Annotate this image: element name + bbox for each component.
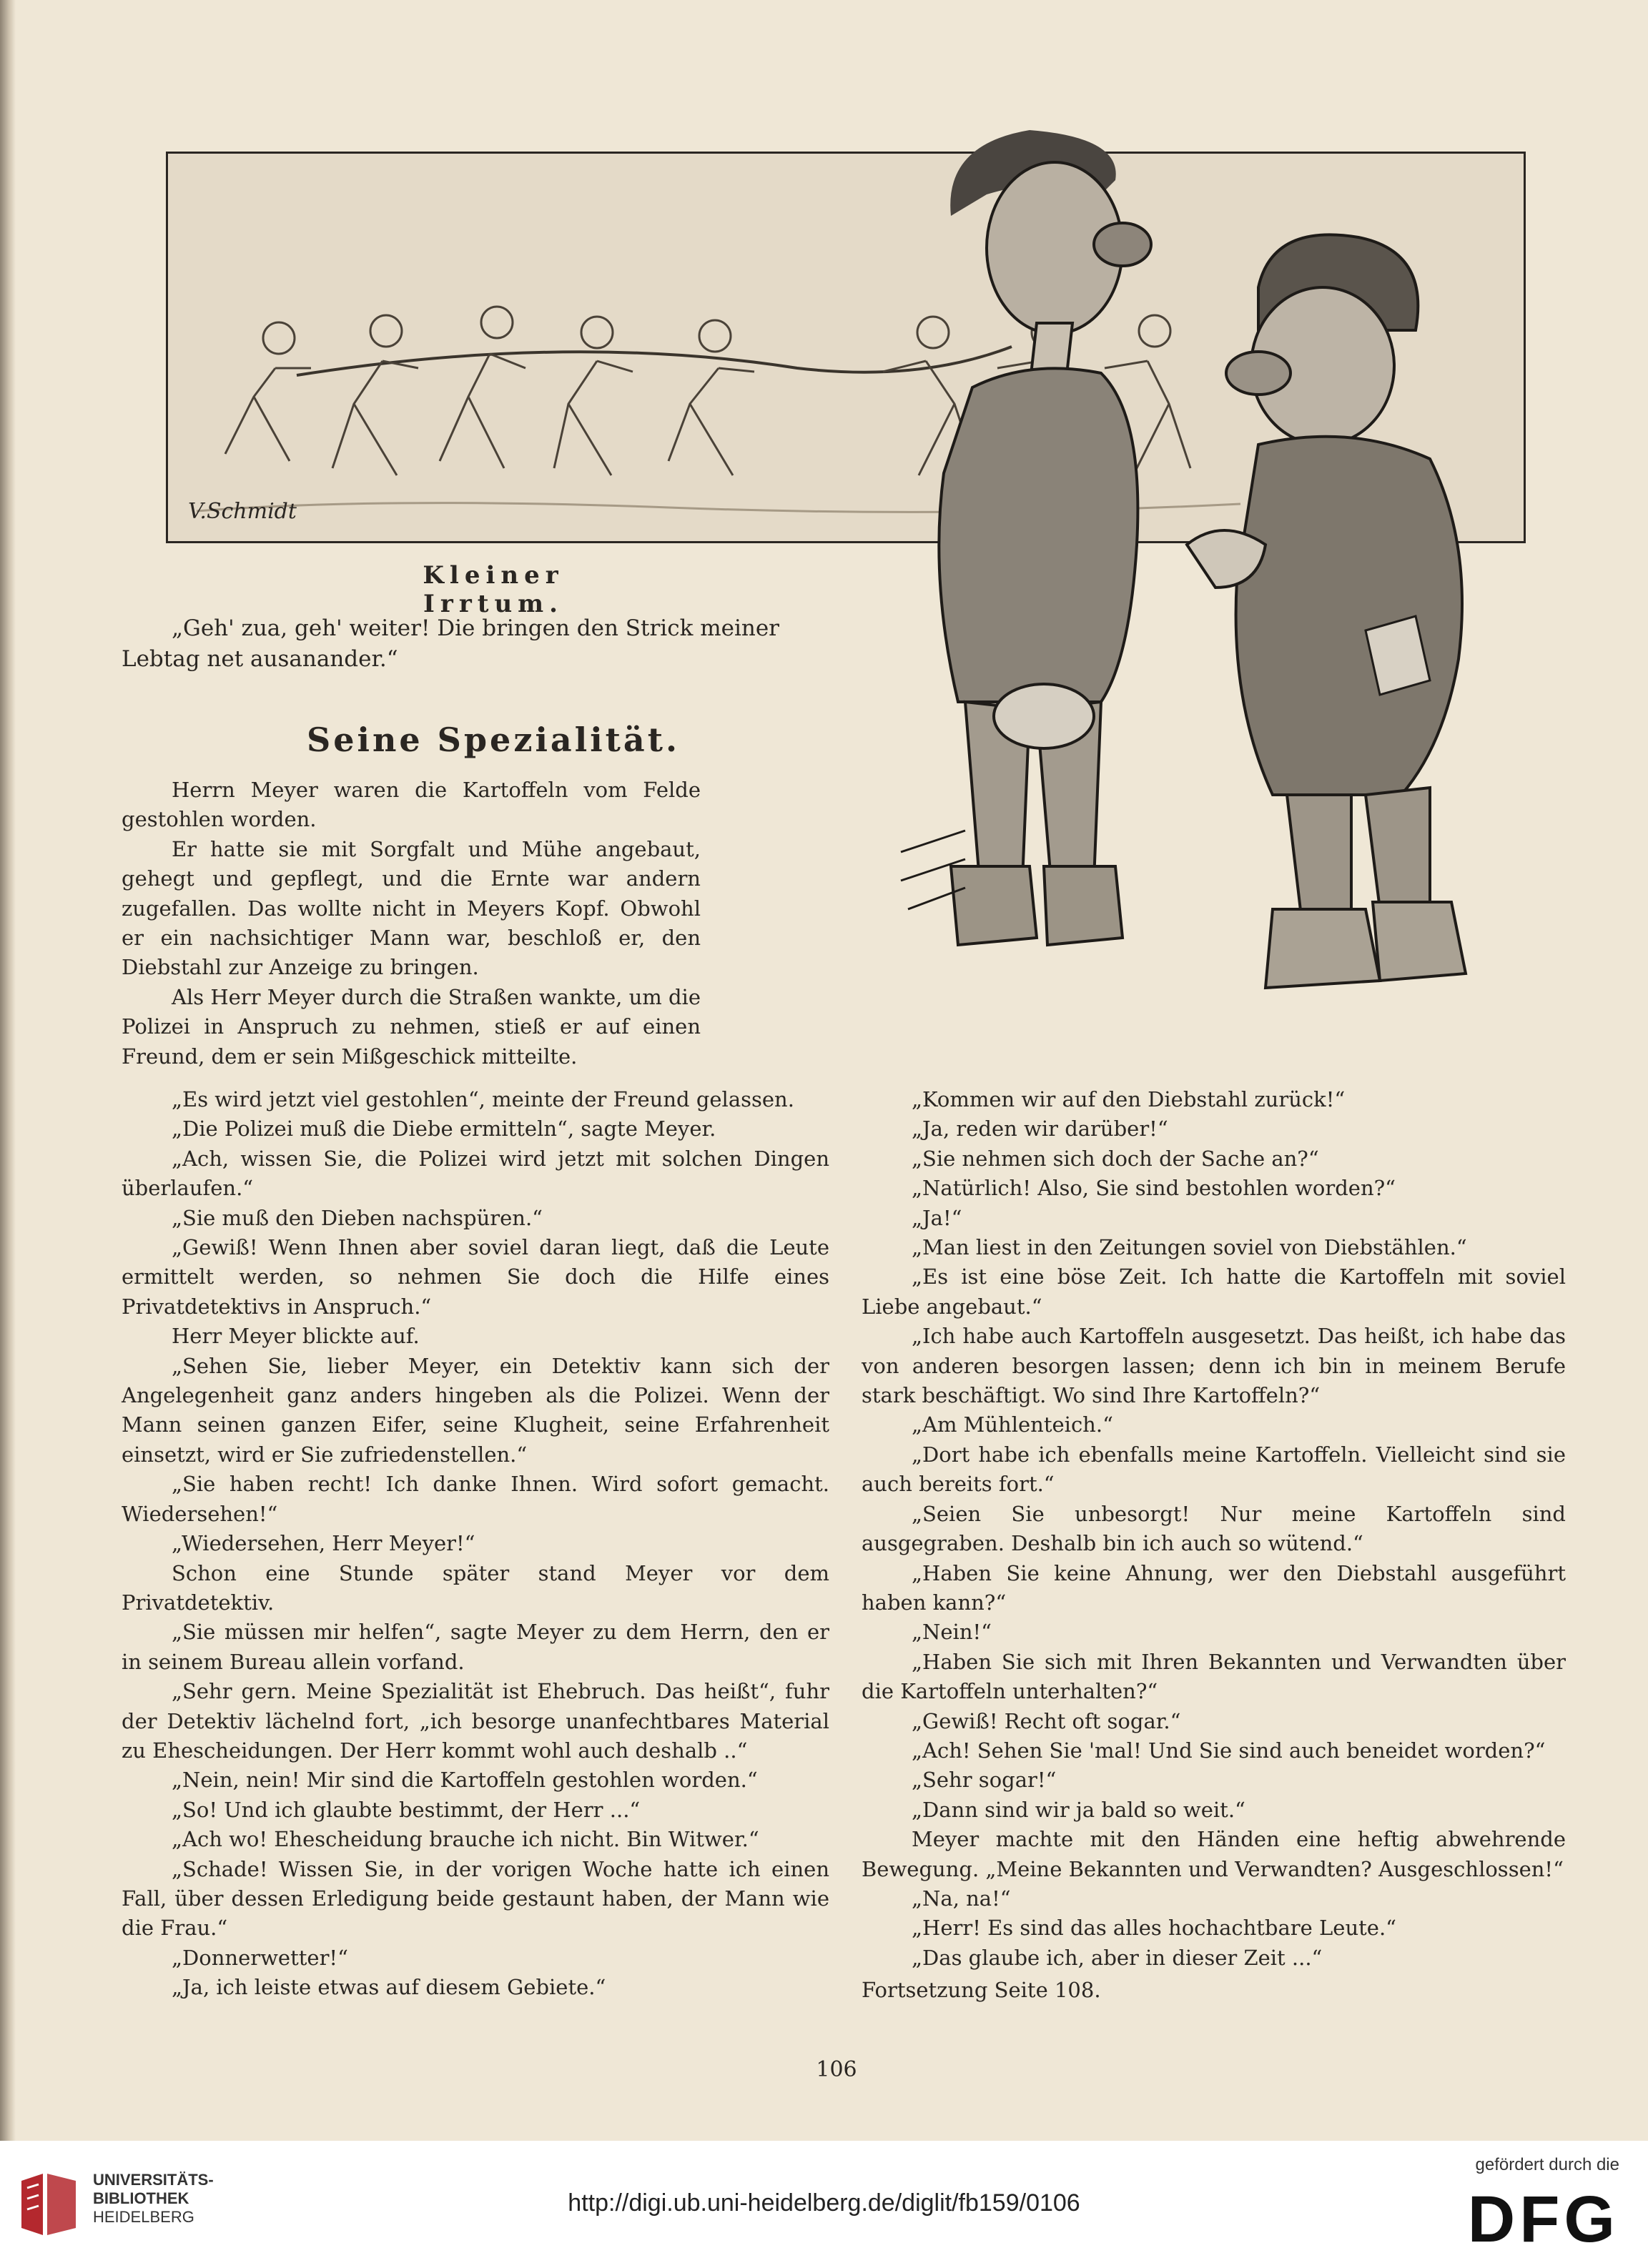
paragraph: „Haben Sie sich mit Ihren Bekannten und Verwandten über die Kartoffeln unterhalten?“	[862, 1649, 1566, 1704]
paragraph: „Nein, nein! Mir sind die Kartoffeln gestohlen worden.“	[172, 1768, 758, 1793]
two-men-cartoon	[887, 116, 1551, 1016]
paragraph: „Die Polizei muß die Diebe ermitteln“, sagte Meyer.	[172, 1116, 716, 1142]
paragraph: „Gewiß! Recht oft sogar.“	[912, 1708, 1181, 1733]
library-line: BIBLIOTHEK	[93, 2189, 189, 2207]
paragraph: Schon eine Stunde später stand Meyer vor dem Privatdetektiv.	[122, 1560, 829, 1615]
paragraph: „Haben Sie keine Ahnung, wer den Diebstahl ausgeführt haben kann?“	[862, 1560, 1566, 1615]
paragraph: „Es wird jetzt viel gestohlen“, meinte der Freund gelassen.	[172, 1087, 794, 1111]
digitization-footer	[0, 2141, 1648, 2268]
tall-man-figure	[939, 130, 1151, 945]
paragraph: „Ach! Sehen Sie 'mal! Und Sie sind auch beneidet worden?“	[912, 1738, 1546, 1763]
paragraph: „Man liest in den Zeitungen soviel von Diebstählen.“	[912, 1235, 1467, 1260]
paragraph: „Nein!“	[912, 1620, 992, 1645]
paragraph: „Sehen Sie, lieber Meyer, ein Detektiv kann sich der Angelegenheit ganz anders hingeben als die Polizei. Wenn der Mann seinen ganzen Eifer, seine Klugheit, seine Erfahrenheit einsetzt, wird er Sie zufriedenstellen.“	[122, 1353, 829, 1467]
article-title: Seine Spezialität.	[306, 720, 680, 759]
paragraph: „So! Und ich glaubte bestimmt, der Herr ...“	[172, 1797, 641, 1822]
library-line: UNIVERSITÄTS-	[93, 2171, 214, 2189]
paragraph: „Ja!“	[912, 1205, 962, 1230]
article-left-column	[122, 1085, 829, 2003]
paragraph: „Donnerwetter!“	[172, 1945, 348, 1970]
paragraph: Herr Meyer blickte auf.	[172, 1324, 420, 1349]
paragraph: „Dort habe ich ebenfalls meine Kartoffeln. Vielleicht sind sie auch bereits fort.“	[862, 1442, 1566, 1497]
source-url-link[interactable]: http://digi.ub.uni-heidelberg.de/diglit/fb159/0106	[568, 2189, 1080, 2217]
paragraph: „Am Mühlenteich.“	[912, 1412, 1113, 1437]
continuation-note: Fortsetzung Seite 108.	[862, 1978, 1101, 2003]
paragraph: „Ja, reden wir darüber!“	[912, 1116, 1168, 1142]
paragraph: „Das glaube ich, aber in dieser Zeit ...“	[912, 1945, 1323, 1970]
paragraph: „Gewiß! Wenn Ihnen aber soviel daran liegt, daß die Leute ermittelt werden, so nehmen Sie doch die Hilfe eines Privatdetektivs in Anspruch.“	[122, 1235, 829, 1319]
paragraph: „Sehr gern. Meine Spezialität ist Ehebruch. Das heißt“, fuhr der Detektiv lächelnd fort, „ich besorge unanfechtbares Material zu Ehescheidungen. Der Herr kommt wohl auch deshalb ..“	[122, 1679, 829, 1763]
short-man-figure	[1187, 234, 1466, 988]
page-number: 106	[816, 2057, 857, 2082]
paragraph: „Seien Sie unbesorgt! Nur meine Kartoffeln sind ausgegraben. Deshalb bin ich auch so wütend.“	[862, 1501, 1566, 1556]
library-line: HEIDELBERG	[93, 2208, 194, 2226]
paragraph: „Ja, ich leiste etwas auf diesem Gebiete.“	[172, 1975, 606, 2000]
paragraph: „Sehr sogar!“	[912, 1768, 1057, 1793]
paragraph: „Na, na!“	[912, 1886, 1011, 1911]
paragraph: „Ach, wissen Sie, die Polizei wird jetzt mit solchen Dingen überlaufen.“	[122, 1146, 829, 1201]
paragraph: „Dann sind wir ja bald so weit.“	[912, 1797, 1245, 1822]
paragraph: „Kommen wir auf den Diebstahl zurück!“	[912, 1087, 1346, 1111]
paragraph: „Sie haben recht! Ich danke Ihnen. Wird sofort gemacht. Wiedersehen!“	[122, 1472, 829, 1526]
paragraph: Als Herr Meyer durch die Straßen wankte, um die Polizei in Anspruch zu nehmen, stieß er auf einen Freund, dem er sein Mißgeschick mitteilte.	[122, 984, 701, 1069]
paragraph: „Herr! Es sind das alles hochachtbare Leute.“	[912, 1916, 1396, 1941]
paragraph: „Sie muß den Dieben nachspüren.“	[172, 1205, 543, 1230]
dfg-logo: DFG	[1467, 2183, 1619, 2256]
paragraph: „Sie müssen mir helfen“, sagte Meyer zu dem Herrn, den er in seinem Bureau allein vorfand.	[122, 1620, 829, 1674]
paragraph: „Schade! Wissen Sie, in der vorigen Woche hatte ich einen Fall, über dessen Erledigung beide gestaunt haben, der Mann wie die Frau.“	[122, 1856, 829, 1941]
article-right-column	[862, 1085, 1566, 2006]
paragraph: „Ich habe auch Kartoffeln ausgesetzt. Das heißt, ich habe das von anderen besorgen lassen; denn ich bin in meinem Berufe stark beschäftigt. Wo sind Ihre Kartoffeln?“	[862, 1324, 1566, 1408]
paragraph: Herrn Meyer waren die Kartoffeln vom Felde gestohlen worden.	[122, 778, 701, 832]
paragraph: Er hatte sie mit Sorgfalt und Mühe angebaut, gehegt und gepflegt, und die Ernte war andern zugefallen. Das wollte nicht in Meyers Kopf. Obwohl er ein nachsichtiger Mann war, beschloß er, den Diebstahl zur Anzeige zu bringen.	[122, 836, 701, 980]
paragraph: „Es ist eine böse Zeit. Ich hatte die Kartoffeln mit soviel Liebe angebaut.“	[862, 1264, 1566, 1319]
paragraph: „Natürlich! Also, Sie sind bestohlen worden?“	[912, 1176, 1396, 1201]
article-intro-column	[122, 776, 701, 1071]
caption-title: Kleiner Irrtum.	[423, 561, 564, 618]
paragraph: Meyer machte mit den Händen eine heftig abwehrende Bewegung. „Meine Bekannten und Verwandten? Ausgeschlossen!“	[862, 1827, 1566, 1881]
paragraph: „Ach wo! Ehescheidung brauche ich nicht. Bin Witwer.“	[172, 1827, 759, 1852]
paragraph: „Sie nehmen sich doch der Sache an?“	[912, 1146, 1319, 1171]
caption-quote: „Geh' zua, geh' weiter! Die bringen den Strick meiner Lebtag net ausanander.“	[122, 615, 780, 672]
paragraph: „Wiedersehen, Herr Meyer!“	[172, 1531, 475, 1556]
sponsor-text: gefördert durch die	[1475, 2155, 1619, 2174]
artist-signature: V.Schmidt	[188, 499, 297, 524]
